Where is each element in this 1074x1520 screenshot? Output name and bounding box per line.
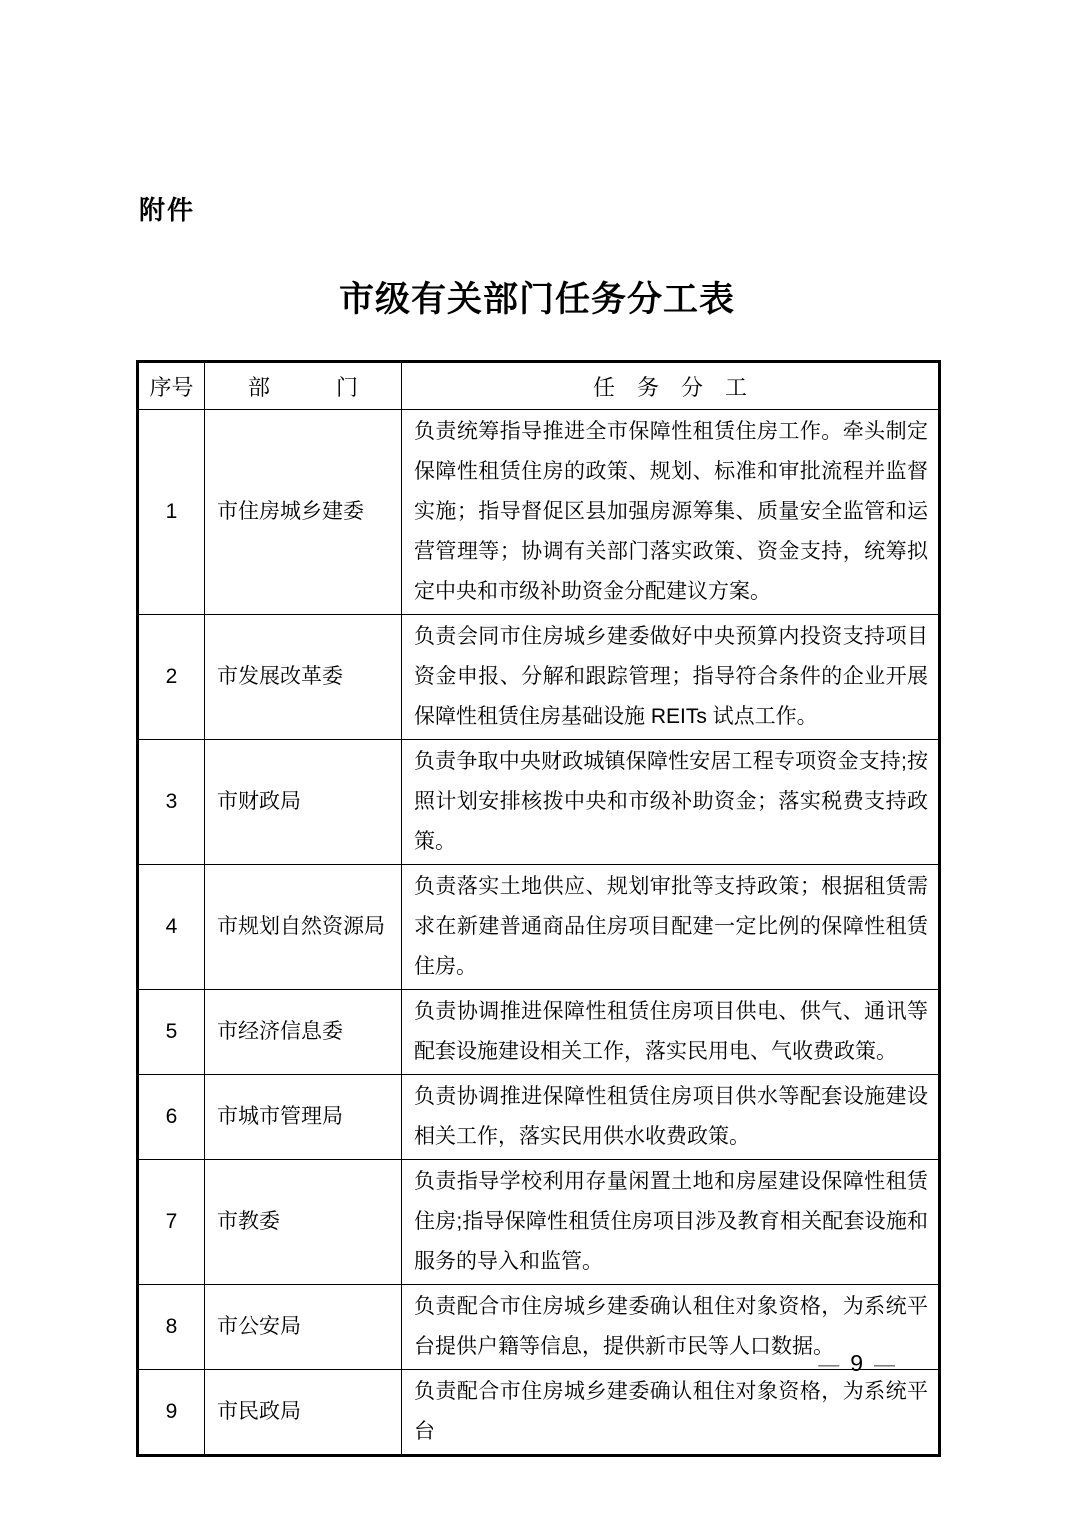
page-number-dash: — — [818, 1353, 841, 1376]
task-description: 负责配合市住房城乡建委确认租住对象资格，为系统平台 — [402, 1370, 940, 1456]
task-division-table — [136, 360, 941, 1457]
col-header-no: 序号 — [138, 362, 205, 410]
attachment-label: 附件 — [139, 195, 196, 225]
table-row — [138, 1075, 940, 1160]
row-number: 6 — [138, 1075, 205, 1160]
col-header-task: 任 务 分 工 — [402, 362, 940, 410]
department-name: 市城市管理局 — [205, 1075, 402, 1160]
table-header-row — [138, 362, 940, 410]
table-row — [138, 740, 940, 865]
department-name: 市住房城乡建委 — [205, 410, 402, 615]
row-number: 9 — [138, 1370, 205, 1456]
department-name: 市规划自然资源局 — [205, 865, 402, 990]
task-description: 负责协调推进保障性租赁住房项目供电、供气、通讯等配套设施建设相关工作，落实民用电、气收费政策。 — [402, 990, 940, 1075]
row-number: 3 — [138, 740, 205, 865]
page-number-dash: — — [874, 1353, 896, 1376]
task-description: 负责统筹指导推进全市保障性租赁住房工作。牵头制定保障性租赁住房的政策、规划、标准和审批流程并监督实施；指导督促区县加强房源筹集、质量安全监管和运营管理等；协调有关部门落实政策、资金支持，统筹拟定中央和市级补助资金分配建议方案。 — [402, 410, 940, 615]
department-name: 市教委 — [205, 1160, 402, 1285]
department-name: 市发展改革委 — [205, 615, 402, 740]
row-number: 4 — [138, 865, 205, 990]
task-description: 负责配合市住房城乡建委确认租住对象资格，为系统平台提供户籍等信息，提供新市民等人口数据。 — [402, 1285, 940, 1370]
table-row — [138, 1370, 940, 1456]
page-number — [808, 1350, 906, 1377]
row-number: 2 — [138, 615, 205, 740]
task-description: 负责协调推进保障性租赁住房项目供水等配套设施建设相关工作，落实民用供水收费政策。 — [402, 1075, 940, 1160]
task-description: 负责指导学校利用存量闲置土地和房屋建设保障性租赁住房;指导保障性租赁住房项目涉及教育相关配套设施和服务的导入和监管。 — [402, 1160, 940, 1285]
page-title: 市级有关部门任务分工表 — [338, 280, 735, 319]
task-description: 负责争取中央财政城镇保障性安居工程专项资金支持;按照计划安排核拨中央和市级补助资金；落实税费支持政策。 — [402, 740, 940, 865]
row-number: 1 — [138, 410, 205, 615]
task-description: 负责会同市住房城乡建委做好中央预算内投资支持项目资金申报、分解和跟踪管理；指导符合条件的企业开展保障性租赁住房基础设施 REITs 试点工作。 — [402, 615, 940, 740]
row-number: 8 — [138, 1285, 205, 1370]
task-description: 负责落实土地供应、规划审批等支持政策；根据租赁需求在新建普通商品住房项目配建一定比例的保障性租赁住房。 — [402, 865, 940, 990]
table-row — [138, 615, 940, 740]
row-number: 7 — [138, 1160, 205, 1285]
department-name: 市公安局 — [205, 1285, 402, 1370]
table-row — [138, 410, 940, 615]
department-name: 市经济信息委 — [205, 990, 402, 1075]
col-header-department: 部 门 — [205, 362, 402, 410]
department-name: 市民政局 — [205, 1370, 402, 1456]
table-row — [138, 990, 940, 1075]
page-number-value: 9 — [850, 1350, 864, 1376]
department-name: 市财政局 — [205, 740, 402, 865]
row-number: 5 — [138, 990, 205, 1075]
table-row — [138, 865, 940, 990]
table-row — [138, 1160, 940, 1285]
